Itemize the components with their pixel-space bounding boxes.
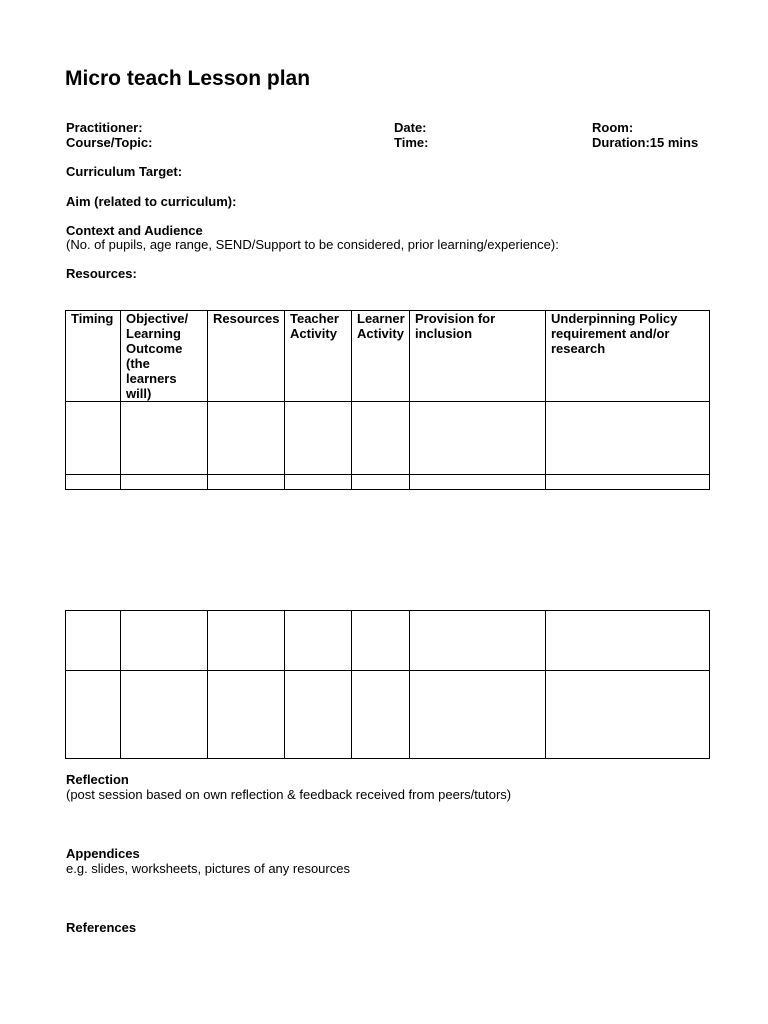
context-note: (No. of pupils, age range, SEND/Support to be considered, prior learning/experience): <box>66 237 559 252</box>
appendices-heading: Appendices <box>66 846 140 861</box>
col-header-teacher-activity: Teacher Activity <box>285 311 352 402</box>
aim-label: Aim (related to curriculum): <box>66 194 237 209</box>
col-header-resources: Resources <box>208 311 285 402</box>
curriculum-target-label: Curriculum Target: <box>66 164 183 179</box>
lesson-plan-table <box>65 310 710 490</box>
table-row <box>66 475 710 490</box>
table-cell[interactable] <box>66 611 121 671</box>
table-cell[interactable] <box>546 475 710 490</box>
page-title: Micro teach Lesson plan <box>65 67 311 90</box>
table-cell[interactable] <box>352 475 410 490</box>
table-cell[interactable] <box>66 475 121 490</box>
practitioner-label: Practitioner: <box>66 120 143 135</box>
table-cell[interactable] <box>352 671 410 759</box>
col-header-policy: Underpinning Policy requirement and/or research <box>546 311 710 402</box>
time-label: Time: <box>394 135 429 150</box>
context-heading: Context and Audience <box>66 223 203 238</box>
table-row <box>66 671 710 759</box>
table-cell[interactable] <box>208 611 285 671</box>
table-cell[interactable] <box>352 611 410 671</box>
col-header-provision: Provision for inclusion <box>410 311 546 402</box>
table-cell[interactable] <box>285 475 352 490</box>
col-header-timing: Timing <box>66 311 121 402</box>
table-cell[interactable] <box>285 611 352 671</box>
table-cell[interactable] <box>410 475 546 490</box>
col-header-objective: Objective/ Learning Outcome (the learners will) <box>121 311 208 402</box>
table-cell[interactable] <box>546 671 710 759</box>
table-cell[interactable] <box>410 402 546 475</box>
table-cell[interactable] <box>66 402 121 475</box>
table-cell[interactable] <box>121 475 208 490</box>
table-cell[interactable] <box>121 611 208 671</box>
lesson-plan-table-continued <box>65 610 710 759</box>
table-cell[interactable] <box>546 402 710 475</box>
reflection-note: (post session based on own reflection & feedback received from peers/tutors) <box>66 787 512 802</box>
col-header-learner-activity: Learner Activity <box>352 311 410 402</box>
table-cell[interactable] <box>208 402 285 475</box>
table-cell[interactable] <box>285 671 352 759</box>
references-heading: References <box>66 920 137 935</box>
reflection-heading: Reflection <box>66 772 129 787</box>
appendices-note: e.g. slides, worksheets, pictures of any resources <box>66 861 350 876</box>
table-cell[interactable] <box>121 402 208 475</box>
table-row <box>66 402 710 475</box>
table-cell[interactable] <box>285 402 352 475</box>
table-cell[interactable] <box>66 671 121 759</box>
room-label: Room: <box>592 120 634 135</box>
table-cell[interactable] <box>121 671 208 759</box>
table-cell[interactable] <box>546 611 710 671</box>
course-topic-label: Course/Topic: <box>66 135 153 150</box>
table-row <box>66 611 710 671</box>
table-cell[interactable] <box>410 611 546 671</box>
duration-label: Duration:15 mins <box>592 135 699 150</box>
table-header-row <box>66 311 710 402</box>
table-cell[interactable] <box>410 671 546 759</box>
table-cell[interactable] <box>208 475 285 490</box>
table-cell[interactable] <box>352 402 410 475</box>
table-cell[interactable] <box>208 671 285 759</box>
date-label: Date: <box>394 120 427 135</box>
resources-label: Resources: <box>66 266 137 281</box>
